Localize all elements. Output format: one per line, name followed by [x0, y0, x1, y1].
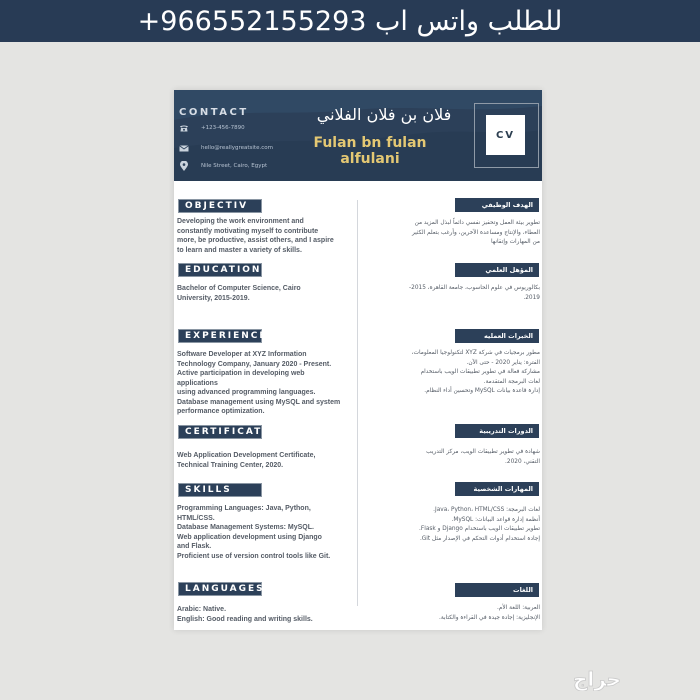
section-heading-skills: SKILLS [178, 483, 262, 497]
section-text-education: Bachelor of Computer Science, Cairo University, 2015-2019. [177, 285, 301, 302]
cv-logo-box [486, 115, 525, 155]
section-heading-languages: LANGUAGES [178, 582, 262, 596]
envelope-icon [178, 143, 190, 153]
resume-header [174, 90, 542, 181]
section-text-objective-ar: تطوير بيئة العمل وتحفيز نفسي دائماً لبذل المزيد من العطاء، والإنتاج ومساعدة الآخرين، وأرغب بتعلم الكثير من المهارات وإتقانها [411, 220, 540, 245]
haraj-watermark-logo [552, 667, 642, 691]
contact-address-row [178, 161, 267, 171]
column-divider [357, 200, 358, 606]
cv-logo-frame [474, 103, 539, 168]
section-text-education-ar: بكالوريوس في علوم الحاسوب، جامعة القاهرة، 2015- 2019. [409, 285, 540, 301]
section-heading-certificate: CERTIFICATE [178, 425, 262, 439]
cv-label: CV [495, 129, 516, 141]
phone-icon [178, 123, 190, 133]
section-heading-objective: OBJECTIV [178, 199, 262, 213]
section-text-experience: Software Developer at XYZ Information Technology Company, January 2020 - Present. Active participation in developing web applications using advanced programming languages. Database management using MySQL and system performance optimization. [177, 351, 341, 415]
section-heading-experience-ar: الخبرات العمليه [455, 329, 539, 343]
section-text-skills: Programming Languages: Java, Python, HTML/CSS. Database Management Systems: MySQL. Web application development using Django and Flask. Proficient use of version control tools like Git. [177, 505, 331, 560]
contact-email: hello@reallygreatsite.com [201, 145, 273, 151]
section-text-training-ar: شهادة في تطوير تطبيقات الويب، مركز التدريب التقني، 2020. [426, 449, 540, 465]
section-heading-skills-ar: المهارات الشخصية [455, 482, 539, 496]
section-heading-education: EDUCATION [178, 263, 262, 277]
section-text-languages: Arabic: Native. English: Good reading and writing skills. [177, 606, 313, 623]
section-text-certificate: Web Application Development Certificate, Technical Training Center, 2020. [177, 452, 316, 469]
section-heading-experience: EXPERIENCE [178, 329, 262, 343]
name-arabic: فلان بن فلان الفلاني [316, 105, 452, 124]
section-text-experience-ar: مطور برمجيات في شركة XYZ لتكنولوجيا المعلومات، الفترة: يناير 2020 - حتى الآن. مشاركة فعالة في تطوير تطبيقات الويب باستخدام لغات البرمجة المتقدمة. إدارة قاعدة بيانات MySQL وتحسين أداء النظام. [411, 350, 540, 394]
section-heading-training-ar: الدورات التدريبية [455, 424, 539, 438]
section-heading-education-ar: المؤهل العلمي [455, 263, 539, 277]
location-pin-icon [178, 161, 190, 171]
section-text-languages-ar: العربية: اللغة الأم. الإنجليزية: إجادة جيدة في القراءة والكتابة. [439, 605, 540, 621]
contact-phone: +123-456-7890 [201, 125, 245, 131]
contact-email-row [178, 143, 273, 153]
section-heading-objective-ar: الهدف الوظيفي [455, 198, 539, 212]
contact-address: Nile Street, Cairo, Egypt [201, 163, 268, 169]
section-text-skills-ar: لغات البرمجة: Java، Python، HTML/CSS. أنظمة إدارة قواعد البيانات: MySQL. تطوير تطبيقات الويب باستخدام Django و Flask. إجادة استخدام أدوات التحكم في الإصدار مثل Git. [419, 507, 540, 542]
contact-banner [0, 0, 700, 42]
section-heading-languages-ar: اللغات [455, 583, 539, 597]
svg-text:حراج: حراج [572, 667, 622, 691]
banner-text: للطلب واتس اب 966552155293+ [137, 5, 563, 37]
resume-page [174, 90, 542, 630]
section-text-objective: Developing the work environment and constantly motivating myself to contribute more, be productive, assist others, and I aspire to learn and master a variety of skills. [177, 218, 334, 254]
name-english: Fulan bn fulan alfulani [313, 135, 427, 167]
contact-phone-row [178, 123, 245, 133]
contact-title: CONTACT [179, 107, 249, 118]
